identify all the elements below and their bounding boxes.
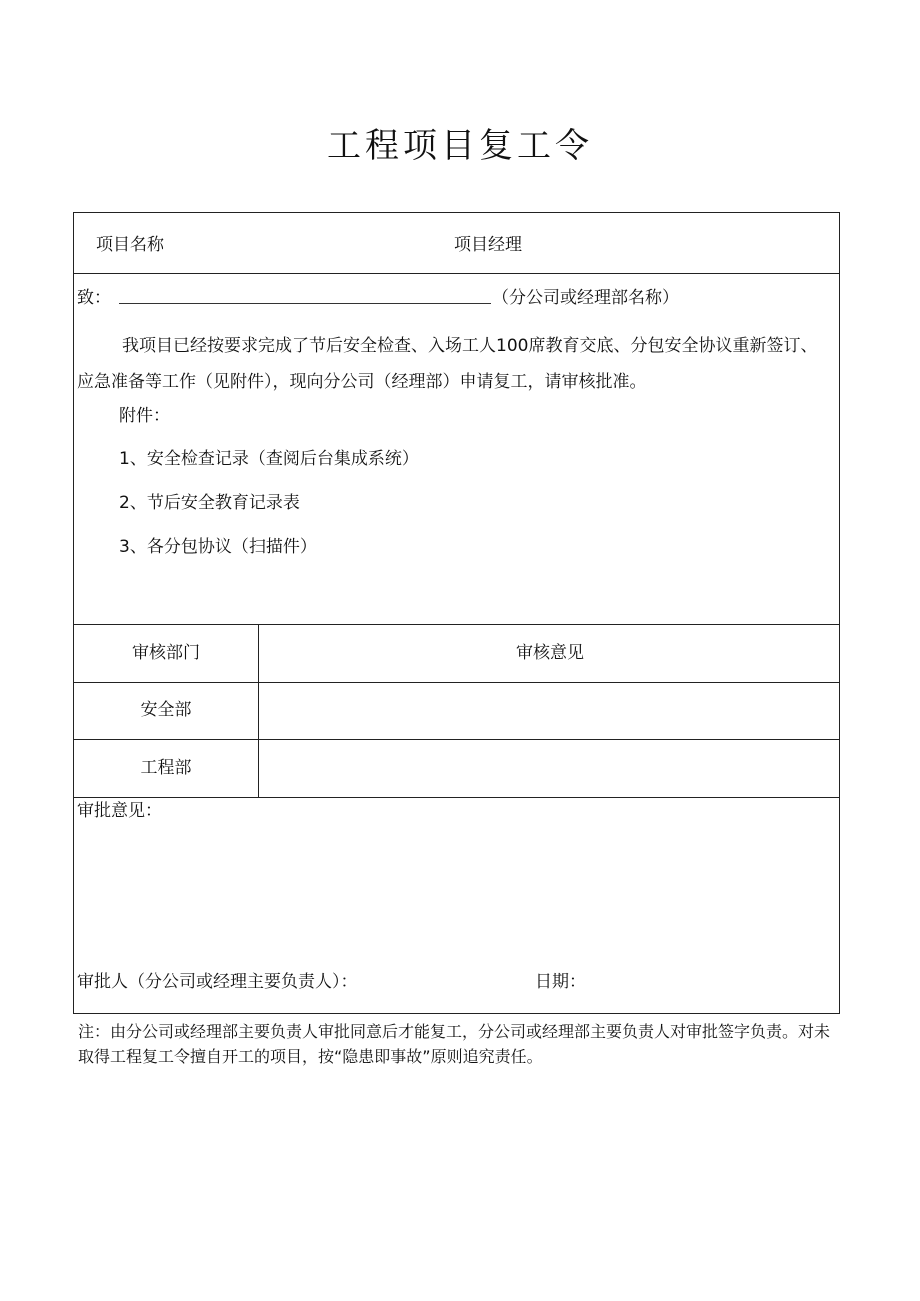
approver-label: 审批人（分公司或经理主要负责人）： [77,972,358,992]
approval-opinion-label: 审批意见： [77,801,162,821]
document-title: 工程项目复工令 [327,126,593,166]
review-dept-header: 审核部门 [132,643,200,663]
to-label: 致： [77,288,111,308]
attachment-item: 3、各分包协议（扫描件） [119,537,317,557]
divider-review-row [74,739,839,740]
review-dept-safety: 安全部 [140,700,192,720]
review-dept-engineering: 工程部 [140,758,192,778]
project-manager-label: 项目经理 [454,235,522,255]
attachment-item: 2、节后安全教育记录表 [119,493,300,513]
divider-review-top [74,624,839,625]
attachment-item: 1、安全检查记录（查阅后台集成系统） [119,449,419,469]
divider-review-row [74,682,839,683]
recipient-hint: （分公司或经理部名称） [492,288,679,308]
application-paragraph: 我项目已经按要求完成了节后安全检查、入场工人100席教育交底、分包安全协议重新签订、应急准备等工作（见附件），现向分公司（经理部）申请复工，请审核批准。 [77,336,818,392]
resume-work-form [73,212,840,1014]
approval-date-label: 日期： [535,972,586,992]
footnote: 注：由分公司或经理部主要负责人审批同意后才能复工，分公司或经理部主要负责人对审批签字负责。对未取得工程复工令擅自开工的项目，按“隐患即事故”原则追究责任。 [78,1022,831,1066]
review-opinion-header: 审核意见 [516,643,584,663]
divider-header [74,273,839,274]
project-name-label: 项目名称 [96,235,164,255]
recipient-blank-line [119,303,491,304]
divider-approval [74,797,839,798]
attachments-label: 附件： [119,406,170,426]
